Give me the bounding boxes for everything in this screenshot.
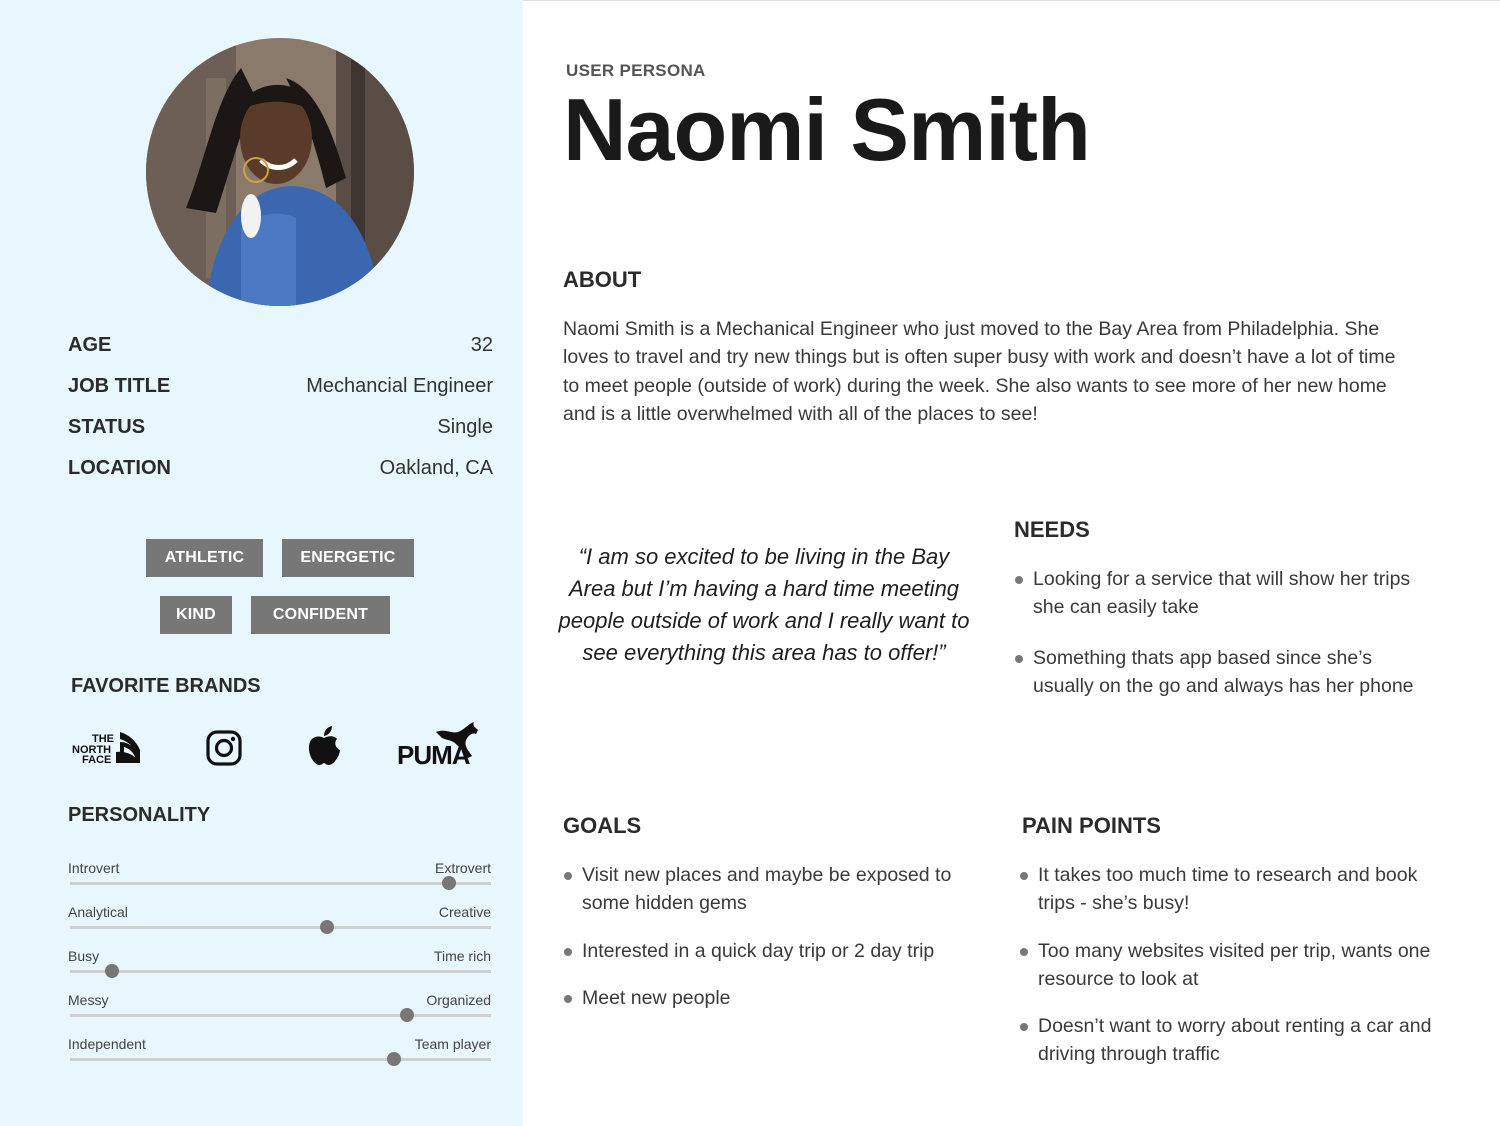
needs-list bbox=[1014, 565, 1434, 700]
slider-left-label: Messy bbox=[68, 992, 109, 1008]
slider-left-label: Busy bbox=[68, 948, 100, 964]
persona-facts bbox=[68, 334, 493, 498]
slider-knob bbox=[442, 876, 456, 890]
slider-knob bbox=[320, 920, 334, 934]
fact-label: AGE bbox=[68, 334, 112, 356]
trait-tag-athletic: ATHLETIC bbox=[146, 539, 263, 577]
svg-text:THE: THE bbox=[92, 733, 114, 745]
slider-knob bbox=[387, 1052, 401, 1066]
persona-quote: “I am so excited to be living in the Bay Area but I’m having a hard time meeting people outside of work and I really want to see everything this area has to offer!” bbox=[558, 544, 970, 665]
trait-tag-kind: KIND bbox=[160, 596, 232, 634]
about-title: ABOUT bbox=[563, 267, 642, 292]
needs-title: NEEDS bbox=[1014, 517, 1090, 542]
apple-logo-icon bbox=[307, 726, 341, 766]
pain-points-title: PAIN POINTS bbox=[1022, 813, 1161, 838]
trait-tag-energetic: ENERGETIC bbox=[282, 539, 414, 577]
slider-left-label: Introvert bbox=[68, 860, 120, 876]
persona-photo bbox=[146, 38, 414, 306]
fact-value: 32 bbox=[470, 334, 493, 356]
pain-point-item: Doesn’t want to worry about renting a car and driving through traffic bbox=[1019, 1012, 1439, 1069]
profile-sidebar bbox=[0, 0, 523, 1126]
fact-value: Mechancial Engineer bbox=[306, 375, 493, 397]
svg-text:NORTH: NORTH bbox=[72, 744, 112, 756]
pain-point-item: Too many websites visited per trip, wants one resource to look at bbox=[1019, 937, 1439, 994]
goals-item: Interested in a quick day trip or 2 day trip bbox=[563, 937, 983, 965]
svg-text:PUMA: PUMA bbox=[397, 740, 470, 768]
slider-left-label: Analytical bbox=[68, 904, 128, 920]
fact-value: Single bbox=[437, 416, 493, 438]
goals-item: Meet new people bbox=[563, 984, 983, 1012]
fact-location bbox=[68, 457, 493, 498]
needs-item: Looking for a service that will show her trips she can easily take bbox=[1014, 565, 1434, 622]
goals-title: GOALS bbox=[563, 813, 642, 838]
persona-main bbox=[523, 0, 1500, 1126]
fact-label: LOCATION bbox=[68, 457, 171, 479]
favorite-brands-title: FAVORITE BRANDS bbox=[71, 675, 261, 697]
personality-slider-introvert-extrovert bbox=[68, 860, 491, 900]
persona-name: Naomi Smith bbox=[563, 80, 1090, 179]
slider-knob bbox=[400, 1008, 414, 1022]
slider-right-label: Team player bbox=[414, 1036, 491, 1052]
personality-slider-analytical-creative bbox=[68, 904, 491, 944]
slider-knob bbox=[105, 964, 119, 978]
slider-track bbox=[70, 1058, 491, 1061]
trait-tag-confident: CONFIDENT bbox=[251, 596, 390, 634]
slider-right-label: Creative bbox=[438, 904, 491, 920]
personality-slider-independent-teamplayer bbox=[68, 1036, 491, 1076]
slider-right-label: Time rich bbox=[433, 948, 491, 964]
puma-logo-icon bbox=[396, 720, 482, 768]
slider-track bbox=[70, 926, 491, 929]
slider-track bbox=[70, 882, 491, 885]
slider-left-label: Independent bbox=[68, 1036, 146, 1052]
slider-track bbox=[70, 970, 491, 973]
fact-label: JOB TITLE bbox=[68, 375, 171, 397]
slider-right-label: Organized bbox=[426, 992, 491, 1008]
fact-status bbox=[68, 416, 493, 457]
pain-points-list bbox=[1019, 861, 1439, 1069]
fact-age bbox=[68, 334, 493, 375]
goals-item: Visit new places and maybe be exposed to some hidden gems bbox=[563, 861, 983, 918]
persona-eyebrow: USER PERSONA bbox=[566, 61, 706, 80]
instagram-logo-icon bbox=[206, 730, 242, 766]
fact-value: Oakland, CA bbox=[379, 457, 493, 479]
pain-point-item: It takes too much time to research and book trips - she’s busy! bbox=[1019, 861, 1439, 918]
personality-slider-messy-organized bbox=[68, 992, 491, 1032]
slider-track bbox=[70, 1014, 491, 1017]
svg-text:FACE: FACE bbox=[82, 754, 112, 766]
personality-title: PERSONALITY bbox=[68, 804, 211, 826]
goals-list bbox=[563, 861, 983, 1012]
about-text: Naomi Smith is a Mechanical Engineer who just moved to the Bay Area from Philadelphia. She loves to travel and try new things but is often super busy with work and doesn’t have a lot of time to meet people (outside of work) during the week. She also wants to see more of her new home and is a little overwhelmed with all of the places to see! bbox=[563, 318, 1396, 425]
north-face-logo-icon bbox=[72, 730, 142, 766]
fact-label: STATUS bbox=[68, 416, 146, 438]
personality-slider-busy-timerich bbox=[68, 948, 491, 988]
fact-job-title bbox=[68, 375, 493, 416]
needs-item: Something thats app based since she’s usually on the go and always has her phone bbox=[1014, 644, 1434, 701]
slider-right-label: Extrovert bbox=[434, 860, 491, 876]
